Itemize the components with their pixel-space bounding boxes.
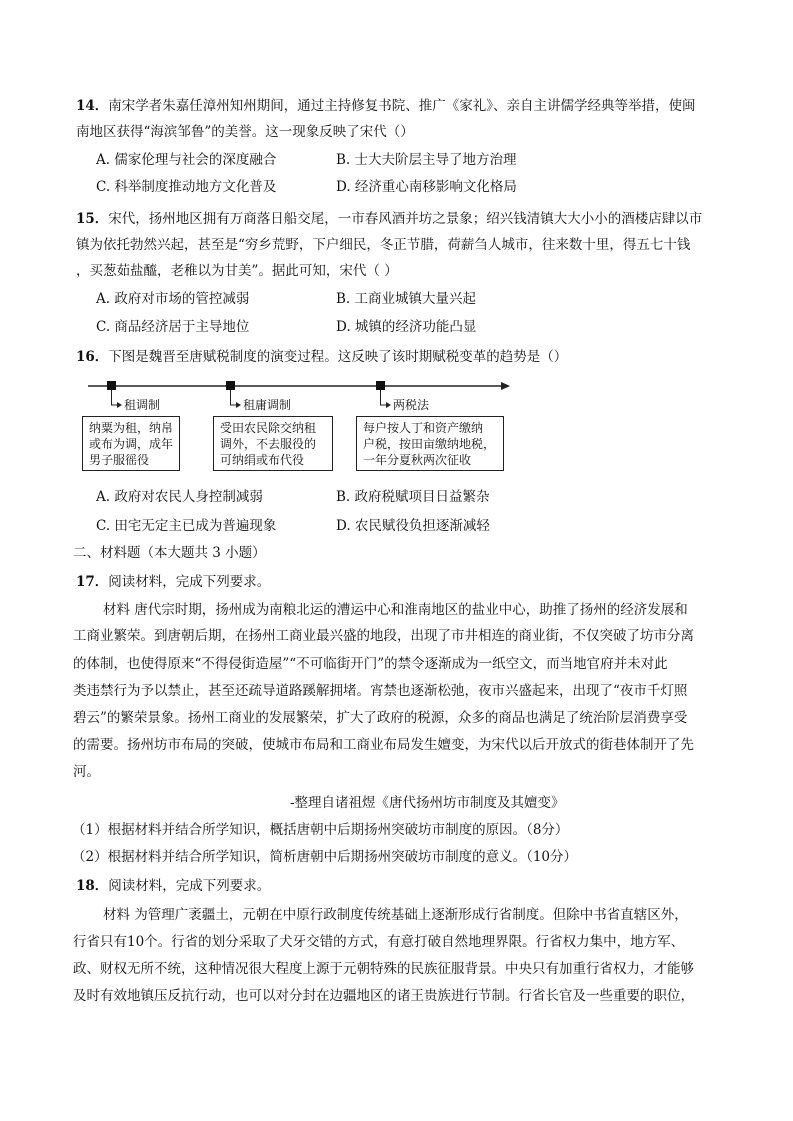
q17-material-3: 的体制，也使得原来“不得侵街造屋”“不可临街开门”的禁令逐渐成为一纸空文，而当地官府并未对此 bbox=[73, 656, 668, 672]
q16-option-b: B. 政府税赋项目日益繁杂 bbox=[336, 489, 490, 505]
q18-material-3: 政、财权无所不统，这种情况很大程度上源于元朝特殊的民族征服背景。中央只有加重行省权力，才能够 bbox=[73, 961, 694, 977]
stage-2-box bbox=[213, 416, 333, 471]
stage-3-text-3: 一年分夏秋两次征收 bbox=[363, 453, 472, 467]
q16-number: 16． bbox=[76, 349, 109, 365]
connector-1-arrow bbox=[117, 402, 122, 408]
stage-2-text-3: 可纳绢或布代役 bbox=[220, 453, 305, 467]
q15-option-a: A. 政府对市场的管控减弱 bbox=[96, 291, 250, 307]
q14-option-d: D. 经济重心南移影响文化格局 bbox=[336, 179, 517, 195]
q14-option-c: C. 科举制度推动地方文化普及 bbox=[96, 179, 277, 195]
stage-1-box bbox=[82, 416, 180, 471]
connector-2-arrow bbox=[236, 402, 241, 408]
section2-heading: 二、材料题（本大题共 3 小题） bbox=[73, 545, 266, 561]
q17-material-1: 材料 唐代宗时期，扬州成为南粮北运的漕运中心和淮南地区的盐业中心，助推了扬州的经济发展和 bbox=[103, 602, 688, 618]
q14-line1: 14．南宋学者朱嘉任漳州知州期间，通过主持修复书院、推广《家礼》、亲自主讲儒学经典等举措，使闽 bbox=[76, 98, 696, 114]
stage-3-label: 两税法 bbox=[393, 398, 430, 412]
q15-option-d: D. 城镇的经济功能凸显 bbox=[336, 319, 477, 335]
stage-3-text-1: 每户按人丁和资产缴纳 bbox=[363, 421, 484, 435]
connector-3-arrow bbox=[386, 402, 391, 408]
q17-number: 17． bbox=[76, 574, 109, 590]
q17-prompt: 17．阅读材料，完成下列要求。 bbox=[76, 574, 271, 590]
timeline-marker-2 bbox=[226, 381, 235, 390]
q14-number: 14． bbox=[76, 98, 109, 114]
stage-3-text-2: 户税，按田亩缴纳地税， bbox=[363, 437, 496, 451]
q16-option-d: D. 农民赋役负担逐渐减轻 bbox=[336, 518, 490, 534]
q18-material-4: 及时有效地镇压反抗行动，也可以对分封在边疆地区的诸王贵族进行节制。行省长官及一些重要的职位， bbox=[73, 988, 694, 1004]
q15-option-b: B. 工商业城镇大量兴起 bbox=[336, 291, 477, 307]
q17-material-4: 类违禁行为予以禁止，甚至还疏导道路蹊解拥堵。宵禁也逐渐松弛，夜市兴盛起来，出现了“夜市千灯照 bbox=[73, 683, 688, 699]
q17-sub1: （1）根据材料并结合所学知识，概括唐朝中后期扬州突破坊市制度的原因。（8分） bbox=[72, 822, 569, 838]
q16-line1: 16．下图是魏晋至唐赋税制度的演变过程。这反映了该时期赋税变革的趋势是（） bbox=[76, 349, 568, 365]
q18-material-2: 行省只有10个。行省的划分采取了犬牙交错的方式，有意打破自然地理界限。行省权力集中，地方军、 bbox=[73, 934, 685, 950]
q15-number: 15． bbox=[76, 211, 109, 227]
stage-1-text-3: 男子服徭役 bbox=[89, 453, 150, 467]
stage-2-label: 租庸调制 bbox=[243, 398, 292, 412]
q17-material-5: 碧云”的繁荣景象。扬州工商业的发展繁荣，扩大了政府的税源，众多的商品也满足了统治阶层消费享受 bbox=[73, 710, 688, 726]
timeline-marker-3 bbox=[376, 381, 385, 390]
q16-option-a: A. 政府对农民人身控制减弱 bbox=[96, 489, 263, 505]
stage-1-text-2: 或布为调，成年 bbox=[89, 437, 174, 451]
q18-number: 18． bbox=[76, 878, 109, 894]
q15-line2: 镇为依托勃然兴起，甚至是“穷乡荒野，下户细民，冬正节腊，荷薪刍人城市，往来数十里，得五七十钱 bbox=[76, 237, 691, 253]
q17-source: -整理自诸祖煜《唐代扬州坊市制度及其嬗变》 bbox=[290, 795, 565, 811]
tax-evolution-diagram bbox=[82, 376, 512, 476]
q18-prompt: 18．阅读材料，完成下列要求。 bbox=[76, 878, 271, 894]
q17-sub2: （2）根据材料并结合所学知识，简析唐朝中后期扬州突破坊市制度的意义。（10分） bbox=[72, 849, 578, 865]
stage-1-text-1: 纳粟为租，纳帛 bbox=[89, 421, 174, 435]
q14-line2: 南地区获得“海滨邹鲁”的美誉。这一现象反映了宋代（） bbox=[76, 124, 414, 140]
q17-material-2: 工商业繁荣。到唐朝后期，在扬州工商业最兴盛的地段，出现了市井相连的商业街，不仅突破了坊市分离 bbox=[73, 628, 694, 644]
timeline-marker-1 bbox=[107, 381, 116, 390]
q16-option-c: C. 田宅无定主已成为普遍现象 bbox=[96, 518, 277, 534]
q14-option-a: A. 儒家伦理与社会的深度融合 bbox=[96, 152, 277, 168]
q17-material-6: 的需要。扬州坊市布局的突破，使城市布局和工商业布局发生嬗变，为宋代以后开放式的街巷体制开了先 bbox=[73, 737, 694, 753]
timeline-arrowhead bbox=[501, 382, 510, 390]
q15-line1: 15．宋代，扬州地区拥有万商落日船交尾，一市春风酒并坊之景象；绍兴钱清镇大大小小的酒楼店肆以市 bbox=[76, 211, 703, 227]
q15-option-c: C. 商品经济居于主导地位 bbox=[96, 319, 250, 335]
q17-material-7: 河。 bbox=[73, 764, 100, 780]
q15-line3: ，买葱茹盐醯，老稚以为甘美”。据此可知，宋代（ ） bbox=[76, 263, 398, 279]
q18-material-1: 材料 为管理广袤疆土，元朝在中原行政制度传统基础上逐渐形成行省制度。但除中书省直辖区外， bbox=[103, 907, 688, 923]
stage-2-text-1: 受田农民除交纳租 bbox=[220, 421, 317, 435]
stage-1-label: 租调制 bbox=[124, 398, 161, 412]
stage-2-text-2: 调外，不去服役的 bbox=[220, 437, 317, 451]
q14-option-b: B. 士大夫阶层主导了地方治理 bbox=[336, 152, 517, 168]
stage-3-box bbox=[356, 416, 504, 471]
